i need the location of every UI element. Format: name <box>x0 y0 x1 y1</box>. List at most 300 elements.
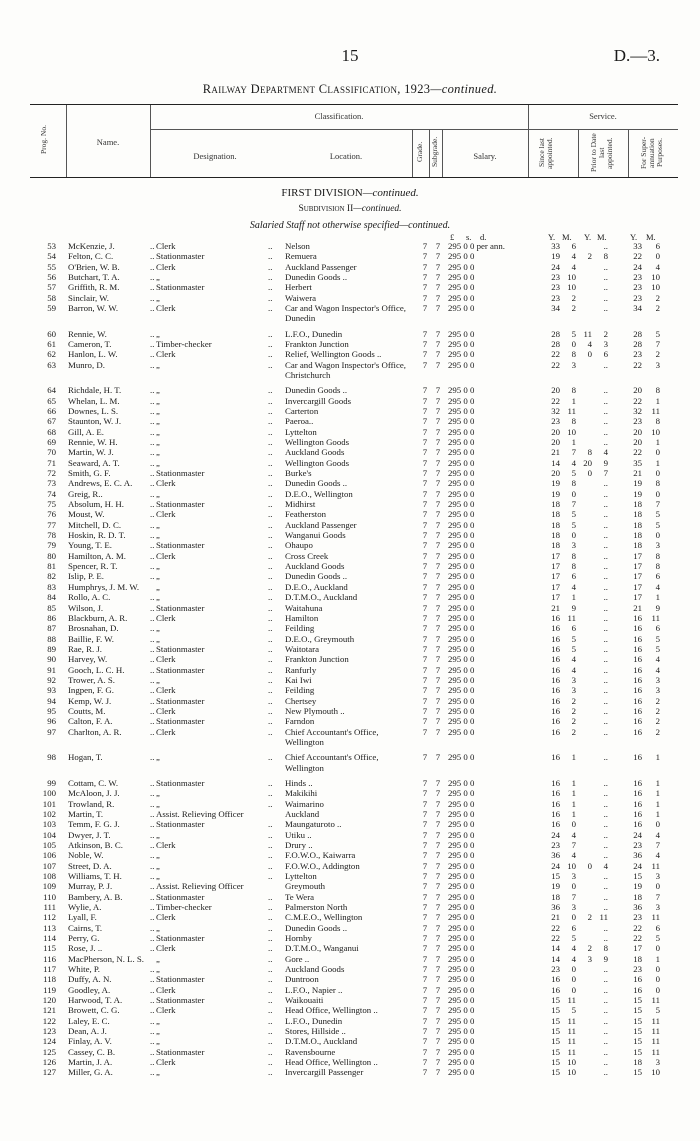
super-years: 22 <box>633 251 642 262</box>
leader-dots: .. <box>268 530 273 541</box>
staff-name: Harwood, T. A. <box>68 995 123 1006</box>
staff-name: Absolum, H. H. <box>68 499 124 510</box>
leader-dots: .. <box>150 726 155 737</box>
grade: 7 <box>422 839 428 850</box>
subgrade: 7 <box>435 437 441 447</box>
subgrade-header: Subgrade. <box>430 136 439 168</box>
since-months: 8 <box>571 478 576 489</box>
table-row <box>0 282 700 292</box>
prog-no: 122 <box>42 1015 56 1026</box>
prior-months: .. <box>603 623 608 634</box>
staff-name: Miller, G. A. <box>68 1067 113 1078</box>
salary: 295 0 0 <box>448 530 475 541</box>
table-row <box>0 339 700 349</box>
super-months: 9 <box>655 602 660 613</box>
designation: „ <box>156 798 160 809</box>
leader-dots: .. <box>268 602 273 613</box>
subgrade: 7 <box>435 685 441 696</box>
prog-no: 82 <box>47 571 56 582</box>
designation: Clerk <box>156 912 176 923</box>
leader-dots: .. <box>150 1067 155 1078</box>
prior-months: 2 <box>603 328 608 339</box>
subgrade: 7 <box>435 581 441 592</box>
since-years: 18 <box>551 540 560 551</box>
since-years: 17 <box>551 550 560 561</box>
staff-name: Perry, G. <box>68 932 100 943</box>
leader-dots: .. <box>150 437 155 447</box>
subgrade: 7 <box>435 457 441 468</box>
prog-no: 80 <box>47 550 56 561</box>
table-row <box>0 468 700 478</box>
grade: 7 <box>422 685 428 696</box>
staff-name: Mitchell, D. C. <box>68 519 122 530</box>
page-number: 15 <box>341 46 359 65</box>
grade: 7 <box>422 808 428 819</box>
since-years: 16 <box>551 726 560 737</box>
leader-dots: .. <box>268 633 273 644</box>
prior-months: .. <box>603 540 608 551</box>
designation: „ <box>156 328 160 339</box>
since-years: 15 <box>551 995 560 1006</box>
location: Greymouth <box>285 881 326 892</box>
prior-months: .. <box>603 416 608 427</box>
leader-dots: .. <box>268 829 273 840</box>
salary: 295 0 0 <box>448 808 475 819</box>
subgrade: 7 <box>435 359 441 370</box>
prior-months: 9 <box>603 953 608 964</box>
table-row <box>0 943 700 953</box>
leader-dots: .. <box>268 664 273 675</box>
prior-months: .. <box>603 1046 608 1057</box>
table-row <box>0 995 700 1005</box>
since-months: 0 <box>571 488 576 499</box>
salary: 295 0 0 <box>448 499 475 510</box>
unit-years-since: Y. <box>548 232 556 242</box>
staff-name: McKenzie, J. <box>68 241 115 251</box>
staff-name: Williams, T. H. <box>68 870 122 881</box>
prior-months: .. <box>603 922 608 933</box>
salary: 295 0 0 <box>448 457 475 468</box>
since-months: 1 <box>571 437 576 447</box>
prog-no: 94 <box>47 695 56 706</box>
super-months: 8 <box>655 385 660 396</box>
subgrade: 7 <box>435 964 441 974</box>
designation: „ <box>156 674 160 685</box>
salary: 295 0 0 <box>448 633 475 644</box>
super-years: 16 <box>633 654 642 665</box>
since-months: 6 <box>571 571 576 582</box>
designation: Clerk <box>156 839 176 850</box>
grade: 7 <box>422 1067 428 1078</box>
subgrade: 7 <box>435 777 441 788</box>
since-years: 15 <box>551 1026 560 1037</box>
salary: 295 0 0 <box>448 860 475 871</box>
grade: 7 <box>422 1026 428 1037</box>
location: Waiwera <box>285 292 317 303</box>
since-months: 7 <box>571 891 576 902</box>
since-years: 16 <box>551 798 560 809</box>
leader-dots: .. <box>150 488 155 499</box>
since-years: 16 <box>551 633 560 644</box>
location: Invercargill Goods <box>285 395 352 406</box>
salary: 295 0 0 <box>448 349 475 360</box>
subgrade: 7 <box>435 571 441 582</box>
since-years: 16 <box>551 984 560 995</box>
since-years: 15 <box>551 870 560 881</box>
subgrade: 7 <box>435 1036 441 1047</box>
table-row <box>0 360 700 381</box>
subdivision-heading <box>0 204 700 214</box>
salary: 295 0 0 <box>448 839 475 850</box>
leader-dots: .. <box>150 499 155 510</box>
salary: 295 0 0 <box>448 643 475 654</box>
table-row <box>0 634 700 644</box>
prog-no: 56 <box>47 272 56 283</box>
super-years: 18 <box>633 530 642 541</box>
super-years: 32 <box>633 405 642 416</box>
since-years: 16 <box>551 788 560 799</box>
since-years: 14 <box>551 943 560 954</box>
unit-months-super: M. <box>646 232 656 242</box>
grade: 7 <box>422 674 428 685</box>
designation: Clerk <box>156 685 176 696</box>
leader-dots: .. <box>268 251 273 262</box>
super-years: 15 <box>633 1015 642 1026</box>
super-years: 17 <box>633 592 642 603</box>
leader-dots: .. <box>268 777 273 788</box>
grade: 7 <box>422 328 428 339</box>
super-years: 16 <box>633 664 642 675</box>
staff-name: Duffy, A. N. <box>68 974 112 985</box>
since-months: 5 <box>571 509 576 520</box>
table-row <box>0 685 700 695</box>
leader-dots: .. <box>150 349 155 360</box>
table-row <box>0 1067 700 1077</box>
designation: „ <box>156 571 160 582</box>
super-years: 15 <box>633 1026 642 1037</box>
salary: 295 0 0 <box>448 901 475 912</box>
since-months: 8 <box>571 349 576 360</box>
leader-dots: .. <box>268 457 273 468</box>
staff-name: Harvey, W. <box>68 654 108 665</box>
grade: 7 <box>422 788 428 799</box>
super-months: 4 <box>655 581 660 592</box>
prior-months: .. <box>603 509 608 520</box>
leader-dots: .. <box>150 922 155 933</box>
designation: Stationmaster <box>156 1046 205 1057</box>
super-years: 16 <box>633 612 642 623</box>
staff-name: Staunton, W. J. <box>68 416 122 427</box>
since-years: 16 <box>551 612 560 623</box>
designation: „ <box>156 519 160 530</box>
table-row <box>0 819 700 829</box>
subgrade: 7 <box>435 509 441 520</box>
location: Wanganui Goods <box>285 530 346 541</box>
location: Paeroa.. <box>285 416 314 427</box>
table-row <box>0 582 700 592</box>
prog-no: 60 <box>47 328 56 339</box>
location: Hornby <box>285 932 312 943</box>
prog-no: 115 <box>43 943 56 954</box>
prog-no: 120 <box>42 995 56 1006</box>
leader-dots: .. <box>268 788 273 799</box>
location: Dunedin Goods .. <box>285 922 348 933</box>
grade: 7 <box>422 405 428 416</box>
location: Auckland Goods <box>285 964 345 974</box>
since-years: 22 <box>551 932 560 943</box>
leader-dots: .. <box>150 974 155 985</box>
subgrade: 7 <box>435 788 441 799</box>
since-years: 19 <box>551 251 560 262</box>
grade: 7 <box>422 282 428 293</box>
table-row <box>0 665 700 675</box>
super-months: 5 <box>655 509 660 520</box>
prior-months: 8 <box>603 251 608 262</box>
staff-name: MacPherson, N. L. S. <box>68 953 144 964</box>
prior-months: .. <box>603 519 608 530</box>
grade: 7 <box>422 530 428 541</box>
since-months: 11 <box>567 612 576 623</box>
designation: Clerk <box>156 1005 176 1016</box>
leader-dots: .. <box>268 974 273 985</box>
super-years: 19 <box>633 478 642 489</box>
leader-dots: .. <box>150 251 155 262</box>
location: Herbert <box>285 282 312 293</box>
leader-dots: .. <box>268 303 273 314</box>
salary: 295 0 0 <box>448 339 475 349</box>
salary: 295 0 0 <box>448 395 475 406</box>
leader-dots: .. <box>268 953 273 964</box>
leader-dots: .. <box>150 359 155 370</box>
designation: Stationmaster <box>156 251 205 262</box>
table-row <box>0 427 700 437</box>
prior-years: 0 <box>587 349 592 360</box>
staff-name: Smith, G. F. <box>68 468 111 479</box>
leader-dots: .. <box>150 705 155 716</box>
grade: 7 <box>422 964 428 974</box>
unit-months-since: M. <box>562 232 572 242</box>
prior-months: 4 <box>603 447 608 458</box>
since-months: 11 <box>567 1046 576 1057</box>
prog-no: 66 <box>47 405 56 416</box>
leader-dots: .. <box>150 550 155 561</box>
prog-no: 108 <box>42 870 56 881</box>
salary: 295 0 0 <box>448 870 475 881</box>
salary: 295 0 0 <box>448 777 475 788</box>
designation: „ <box>156 272 160 283</box>
subgrade: 7 <box>435 550 441 561</box>
super-months: 11 <box>651 1015 660 1026</box>
prog-no: 110 <box>43 891 56 902</box>
subgrade: 7 <box>435 695 441 706</box>
leader-dots: .. <box>268 891 273 902</box>
staff-name: Martin, W. J. <box>68 447 114 458</box>
since-months: 0 <box>571 964 576 974</box>
subgrade: 7 <box>435 602 441 613</box>
table-row <box>0 489 700 499</box>
grade: 7 <box>422 943 428 954</box>
location: Auckland Passenger <box>285 261 357 272</box>
leader-dots: .. <box>268 395 273 406</box>
prior-months: .. <box>603 499 608 510</box>
location: Ravensbourne <box>285 1046 336 1057</box>
leader-dots: .. <box>268 1005 273 1016</box>
since-months: 4 <box>571 953 576 964</box>
leader-dots: .. <box>268 901 273 912</box>
prog-no: 99 <box>47 777 56 788</box>
salary: 295 0 0 <box>448 850 475 861</box>
super-months: 7 <box>655 499 660 510</box>
super-years: 16 <box>633 752 642 763</box>
subgrade: 7 <box>435 303 441 314</box>
salary: 295 0 0 <box>448 437 475 447</box>
super-months: 1 <box>655 953 660 964</box>
prog-no: 75 <box>47 499 56 510</box>
since-months: 8 <box>571 561 576 572</box>
salary: 295 0 0 <box>448 561 475 572</box>
designation: „ <box>156 447 160 458</box>
prior-months: 8 <box>603 943 608 954</box>
location: Auckland Goods <box>285 447 345 458</box>
subgrade: 7 <box>435 385 441 396</box>
table-row <box>0 788 700 798</box>
prog-no: 68 <box>47 426 56 437</box>
leader-dots: .. <box>150 633 155 644</box>
division-title: FIRST DIVISION <box>281 187 363 199</box>
subgrade: 7 <box>435 349 441 360</box>
prior-months: .. <box>603 664 608 675</box>
unit-pounds: £ <box>450 232 455 242</box>
grade: 7 <box>422 752 428 763</box>
prior-months: .. <box>603 282 608 293</box>
prog-no: 72 <box>47 468 56 479</box>
prior-months: .. <box>603 674 608 685</box>
super-years: 16 <box>633 808 642 819</box>
leader-dots: .. <box>268 540 273 551</box>
subgrade: 7 <box>435 819 441 830</box>
since-years: 32 <box>551 405 560 416</box>
prog-no: 86 <box>47 612 56 623</box>
salary: 295 0 0 <box>448 819 475 830</box>
super-months: 4 <box>655 829 660 840</box>
prog-no: 76 <box>47 509 56 520</box>
prog-no: 119 <box>43 984 56 995</box>
super-years: 22 <box>633 932 642 943</box>
salary: 295 0 0 <box>448 581 475 592</box>
super-years: 28 <box>633 328 642 339</box>
subgrade: 7 <box>435 282 441 293</box>
leader-dots: .. <box>150 964 155 974</box>
since-years: 16 <box>551 695 560 706</box>
prog-no: 114 <box>43 932 56 943</box>
leader-dots: .. <box>150 292 155 303</box>
since-months: 4 <box>571 943 576 954</box>
designation: Stationmaster <box>156 540 205 551</box>
salary: 295 0 0 <box>448 571 475 582</box>
leader-dots: .. <box>268 1015 273 1026</box>
prior-months: .. <box>603 488 608 499</box>
designation: „ <box>156 922 160 933</box>
table-row <box>0 1026 700 1036</box>
prior-months: .. <box>603 437 608 447</box>
table-row <box>0 603 700 613</box>
salary: 295 0 0 <box>448 426 475 437</box>
designation: Stationmaster <box>156 468 205 479</box>
since-years: 17 <box>551 592 560 603</box>
subgrade: 7 <box>435 829 441 840</box>
super-months: 11 <box>651 405 660 416</box>
leader-dots: .. <box>150 623 155 634</box>
since-months: 3 <box>571 870 576 881</box>
subgrade: 7 <box>435 726 441 737</box>
leader-dots: .. <box>150 808 155 819</box>
staff-name: Spencer, R. T. <box>68 561 118 572</box>
location: L.F.O., Dunedin <box>285 1015 343 1026</box>
super-years: 22 <box>633 922 642 933</box>
since-months: 3 <box>571 674 576 685</box>
designation: Stationmaster <box>156 716 205 727</box>
table-row <box>0 540 700 550</box>
leader-dots: .. <box>150 1057 155 1068</box>
subgrade: 7 <box>435 798 441 809</box>
since-months: 7 <box>571 839 576 850</box>
leader-dots: .. <box>150 695 155 706</box>
since-months: 5 <box>571 328 576 339</box>
since-years: 19 <box>551 881 560 892</box>
table-row <box>0 349 700 359</box>
leader-dots: .. <box>268 292 273 303</box>
location: Gore .. <box>285 953 310 964</box>
table-row <box>0 840 700 850</box>
leader-dots: .. <box>268 752 273 763</box>
prior-months: .. <box>603 643 608 654</box>
location: L.F.O., Dunedin <box>285 328 343 339</box>
leader-dots: .. <box>150 478 155 489</box>
location: Dunedin Goods .. <box>285 272 348 283</box>
since-years: 16 <box>551 808 560 819</box>
location: Waitahuna <box>285 602 323 613</box>
table-row <box>0 974 700 984</box>
leader-dots: .. <box>268 984 273 995</box>
prog-no: 112 <box>43 912 56 923</box>
super-months: 0 <box>655 251 660 262</box>
subgrade: 7 <box>435 292 441 303</box>
salary: 295 0 0 <box>448 272 475 283</box>
super-years: 18 <box>633 1057 642 1068</box>
staff-name: Rose, J. .. <box>68 943 103 954</box>
leader-dots: .. <box>268 685 273 696</box>
prior-months: .. <box>603 716 608 727</box>
prog-no: 111 <box>43 901 56 912</box>
grade: 7 <box>422 241 428 251</box>
leader-dots: .. <box>150 881 155 892</box>
grade: 7 <box>422 922 428 933</box>
leader-dots: .. <box>150 509 155 520</box>
since-years: 17 <box>551 581 560 592</box>
since-months: 0 <box>571 984 576 995</box>
since-months: 5 <box>571 519 576 530</box>
super-years: 33 <box>633 241 642 251</box>
prog-no: 125 <box>42 1046 56 1057</box>
leader-dots: .. <box>268 995 273 1006</box>
since-months: 4 <box>571 251 576 262</box>
subgrade: 7 <box>435 395 441 406</box>
table-row <box>0 406 700 416</box>
prior-months: 4 <box>603 860 608 871</box>
prior-months: .. <box>603 974 608 985</box>
subgrade: 7 <box>435 1057 441 1068</box>
super-years: 23 <box>633 912 642 923</box>
